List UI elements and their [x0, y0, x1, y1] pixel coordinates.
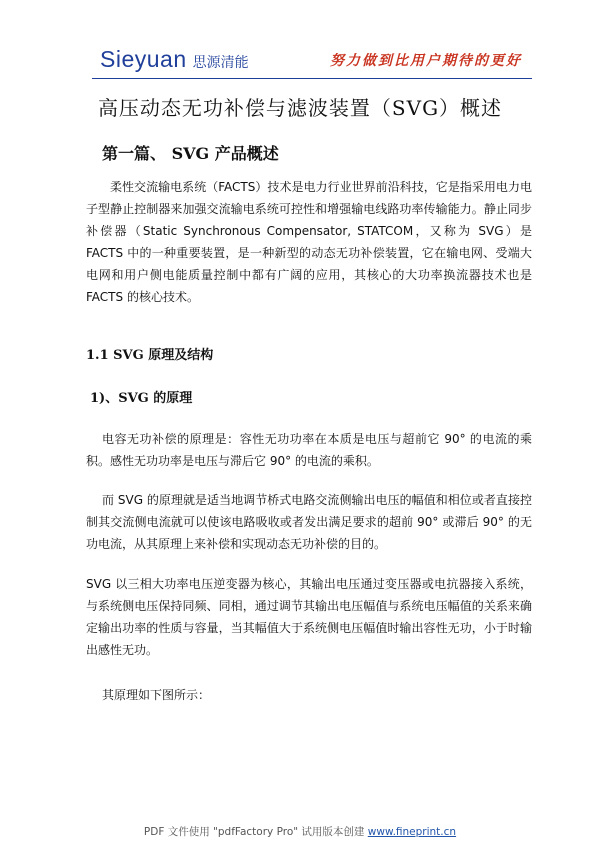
footer-link[interactable]: www.fineprint.cn: [367, 826, 457, 838]
logo-english-text: Sieyuan: [100, 46, 187, 72]
chapter-heading: 第一篇、 SVG 产品概述: [102, 144, 279, 163]
document-title: 高压动态无功补偿与滤波装置（SVG）概述: [97, 96, 503, 120]
slogan: 努力做到比用户期待的更好: [330, 53, 522, 69]
paragraph-diagram-intro: 其原理如下图所示：: [102, 688, 211, 702]
footer-text: PDF 文件使用 "pdfFactory Pro" 试用版本创建: [143, 826, 365, 838]
header-divider: [92, 78, 532, 79]
company-logo: [100, 46, 249, 73]
intro-paragraph: 柔性交流输电系统（FACTS）技术是电力行业世界前沿科技，它是指采用电力电子型静止控制器来加强交流输电系统可控性和增强输电线路功率传输能力。静止同步补偿器（Static Synchronous Compensator, STATCOM，又称为 SVG）是 FACTS 中的一种重要装置，是一种新型的动态无功补偿装置，它在输电网、受端大电网和用户侧电能质量控制中都有广阔的应用，其核心的大功率换流器技术也是 FACTS 的核心技术。: [86, 180, 532, 304]
paragraph-svg-principle: 而 SVG 的原理就是适当地调节桥式电路交流侧输出电压的幅值和相位或者直接控制其交流侧电流就可以使该电路吸收或者发出满足要求的超前 90° 或滞后 90° 的无功电流，从其原理上来补偿和实现动态无功补偿的目的。: [86, 493, 532, 551]
subsection-heading: 1)、SVG 的原理: [90, 391, 193, 406]
paragraph-svg-core: SVG 以三相大功率电压逆变器为核心，其输出电压通过变压器或电抗器接入系统，与系统侧电压保持同频、同相，通过调节其输出电压幅值与系统电压幅值的关系来确定输出功率的性质与容量，当其幅值大于系统侧电压幅值时输出容性无功，小于时输出感性无功。: [86, 577, 532, 657]
page-header: [0, 0, 600, 80]
paragraph-capacitive-principle: 电容无功补偿的原理是：容性无功功率在本质是电压与超前它 90° 的电流的乘积。感性无功功率是电压与滞后它 90° 的电流的乘积。: [86, 432, 532, 468]
pdf-footer: [0, 824, 600, 839]
logo-chinese-text: 思源清能: [192, 55, 249, 71]
section-heading: 1.1 SVG 原理及结构: [86, 348, 214, 363]
